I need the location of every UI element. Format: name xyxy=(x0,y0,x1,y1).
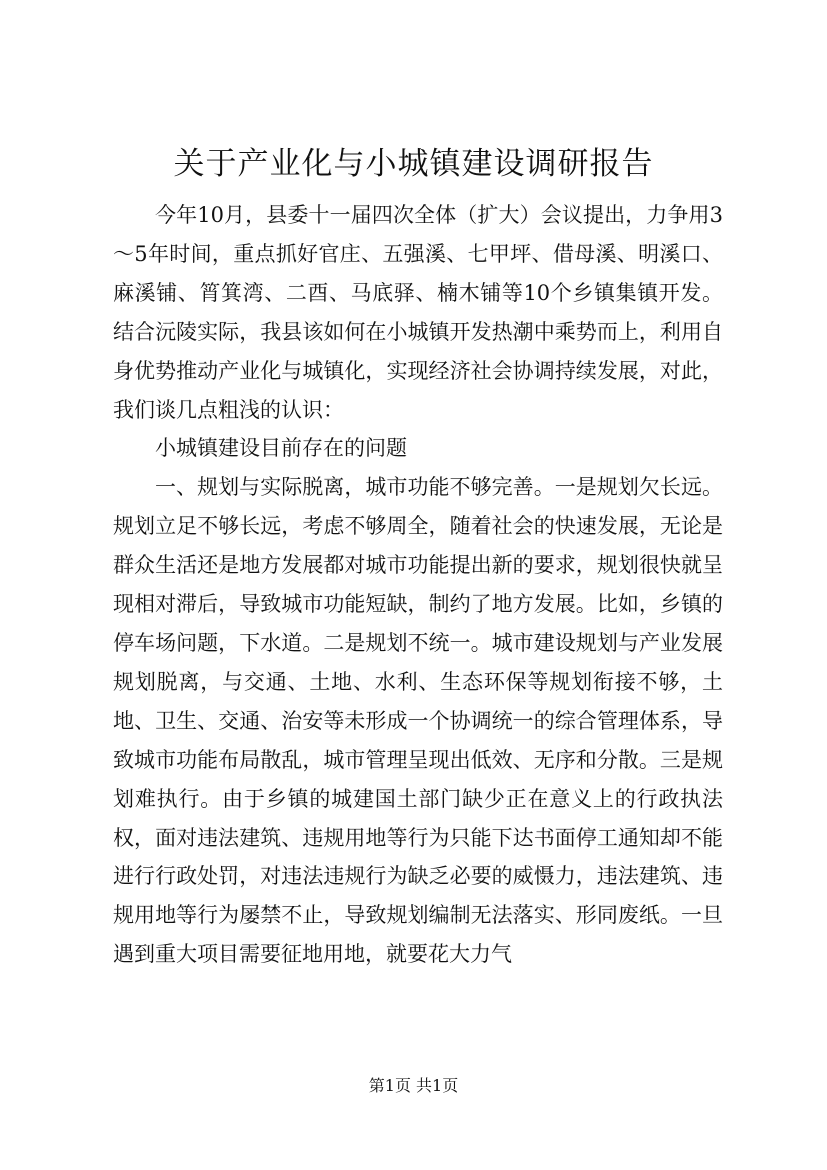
section-heading: 小城镇建设目前存在的问题 xyxy=(155,436,407,461)
paragraph-intro: 今年10月，县委十一届四次全体（扩大）会议提出，力争用3～5年时间，重点抓好官庄、五强溪、七甲坪、借母溪、明溪口、麻溪铺、筲箕湾、二酉、马底驿、楠木铺等10个乡镇集镇开发。结合沅陵实际，我县该如何在小城镇开发热潮中乘势而上，利用自身优势推动产业化与城镇化，实现经济社会协调持续发展，对此，我们谈几点粗浅的认识： xyxy=(113,203,723,422)
paragraph-planning: 一、规划与实际脱离，城市功能不够完善。一是规划欠长远。规划立足不够长远，考虑不够周全，随着社会的快速发展，无论是群众生活还是地方发展都对城市功能提出新的要求，规划很快就呈现相对滞后，导致城市功能短缺，制约了地方发展。比如，乡镇的停车场问题，下水道。二是规划不统一。城市建设规划与产业发展规划脱离，与交通、土地、水利、生态环保等规划衔接不够，土地、卫生、交通、治安等未形成一个协调统一的综合管理体系，导致城市功能布局散乱，城市管理呈现出低效、无序和分散。三是规划难执行。由于乡镇的城建国土部门缺少正在意义上的行政执法权，面对违法建筑、违规用地等行为只能下达书面停工通知却不能进行行政处罚，对违法违规行为缺乏必要的威慑力，违法建筑、违规用地等行为屡禁不止，导致规划编制无法落实、形同废纸。一旦遇到重大项目需要征地用地，就要花大力气 xyxy=(113,475,723,967)
page-number: 第1页 共1页 xyxy=(368,1076,459,1095)
document-body xyxy=(113,196,723,974)
document-title: 关于产业化与小城镇建设调研报告 xyxy=(173,146,654,182)
